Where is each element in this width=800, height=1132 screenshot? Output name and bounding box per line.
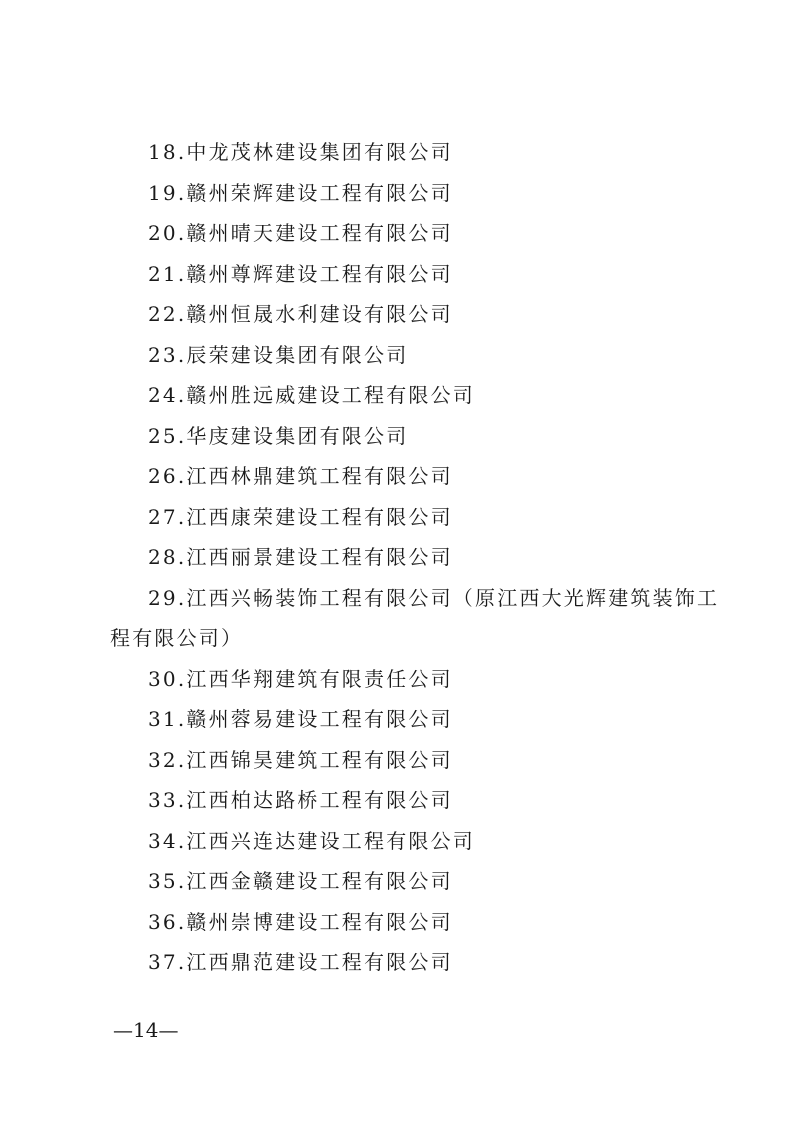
page-number: —14—: [113, 1018, 179, 1042]
list-item: 34.江西兴连达建设工程有限公司: [148, 828, 476, 853]
list-item: 28.江西丽景建设工程有限公司: [148, 545, 453, 569]
list-item: 24.赣州胜远威建设工程有限公司: [148, 383, 476, 407]
list-item: 31.赣州蓉易建设工程有限公司: [148, 707, 453, 731]
list-item: 21.赣州尊辉建设工程有限公司: [148, 261, 453, 286]
list-item: 18.中龙茂林建设集团有限公司: [148, 140, 453, 164]
list-item: 26.江西林鼎建筑工程有限公司: [148, 464, 453, 488]
list-item: 32.江西锦昊建筑工程有限公司: [148, 747, 453, 772]
list-item: 37.江西鼎范建设工程有限公司: [148, 950, 453, 974]
list-item: 29.江西兴畅装饰工程有限公司（原江西大光辉建筑装饰工程有限公司）: [110, 585, 720, 650]
list-item: 20.赣州晴天建设工程有限公司: [148, 221, 453, 245]
list-item: 33.江西柏达路桥工程有限公司: [148, 788, 453, 812]
list-item: 19.赣州荣辉建设工程有限公司: [148, 180, 453, 205]
list-item: 35.江西金赣建设工程有限公司: [148, 869, 453, 893]
company-list: [110, 132, 730, 983]
list-item: 27.江西康荣建设工程有限公司: [148, 504, 453, 529]
list-item: 23.辰荣建设集团有限公司: [148, 342, 409, 367]
list-item: 30.江西华翔建筑有限责任公司: [148, 666, 453, 691]
list-item: 36.赣州崇博建设工程有限公司: [148, 909, 453, 934]
list-item: 25.华庋建设集团有限公司: [148, 423, 409, 448]
list-item: 22.赣州恒晟水利建设有限公司: [148, 302, 453, 326]
